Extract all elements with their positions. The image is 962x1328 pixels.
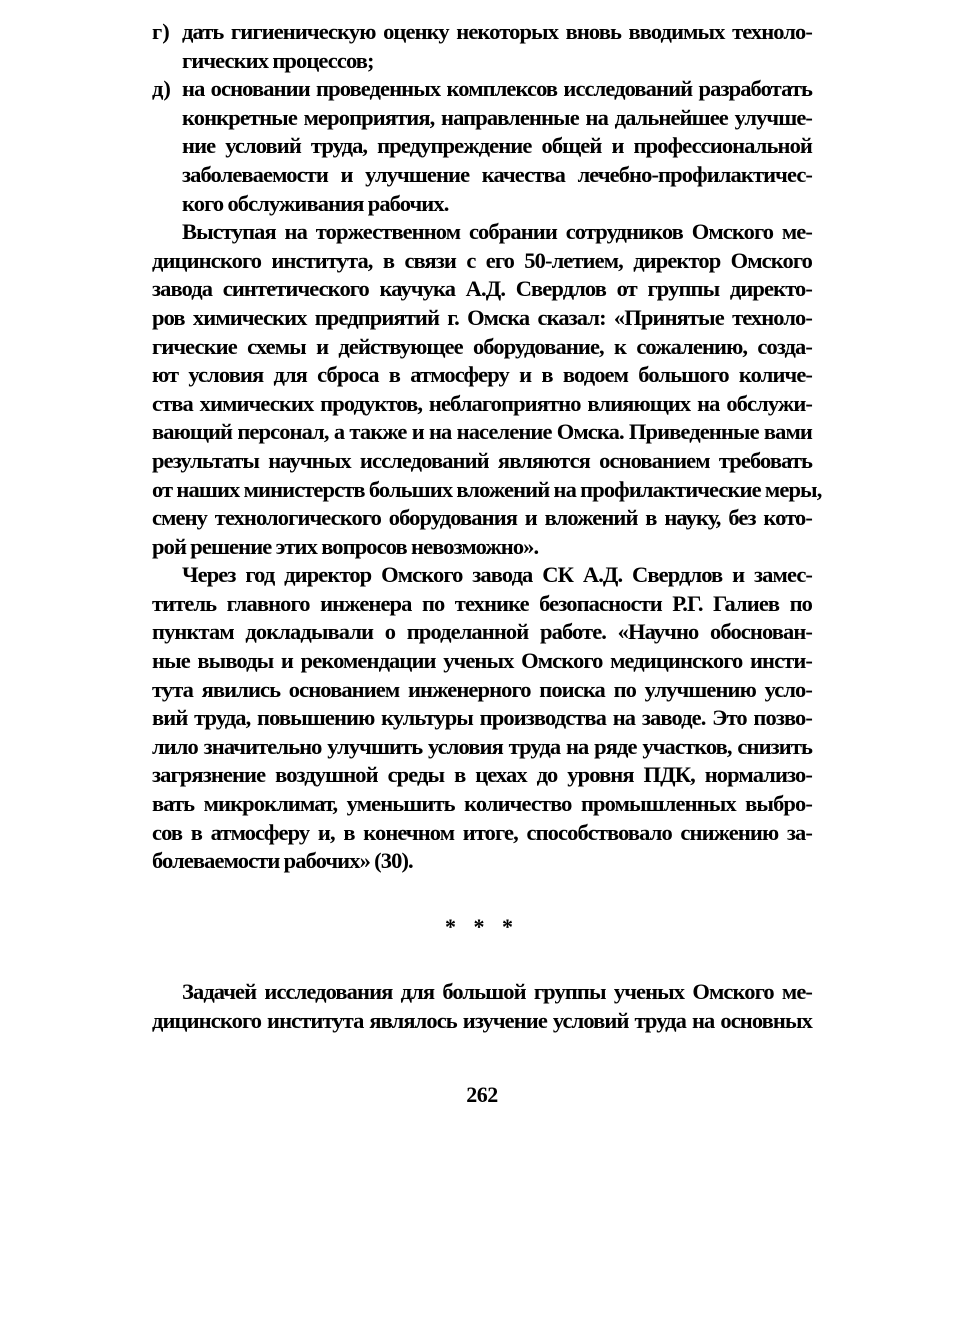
text-line: тута явились основанием инженерного поиска по улучшению усло- — [152, 676, 812, 702]
text-line: сов в атмосферу и, в конечном итоге, способствовало снижению за- — [152, 819, 812, 845]
paragraph-1 — [152, 218, 822, 561]
paragraph-2 — [152, 561, 812, 876]
text-line: дицинского института, в связи с его 50-летием, директор Омского — [152, 247, 812, 273]
text-line: загрязнение воздушной среды в цехах до уровня ПДК, нормализо- — [152, 762, 812, 788]
text-line: результаты научных исследований являются основанием требовать — [152, 447, 812, 473]
text-line: пунктам докладывали о проделанной работе. «Научно обоснован- — [152, 619, 812, 645]
text-line: дать гигиеническую оценку некоторых вновь вводимых техноло- — [182, 19, 812, 44]
section-separator: * * * — [445, 914, 519, 939]
list-marker-g: г) — [152, 19, 170, 44]
page-number: 262 — [466, 1082, 498, 1107]
text-line: ные выводы и рекомендации ученых Омского медицинского инсти- — [152, 648, 812, 674]
text-line: вающий персонал, а также и на население Омска. Приведенные вами — [152, 419, 812, 445]
text-line: вий труда, повышению культуры производства на заводе. Это позво- — [152, 705, 812, 731]
text-line: вать микроклимат, уменьшить количество промышленных выбро- — [152, 791, 812, 817]
text-line: заболеваемости и улучшение качества лечебно-профилактичес- — [182, 161, 812, 187]
text-line: Через год директор Омского завода СК А.Д. Свердлов и замес- — [182, 562, 812, 588]
paragraph-3 — [152, 978, 812, 1035]
text-line: конкретные мероприятия, направленные на дальнейшее улучше- — [182, 104, 812, 130]
text-line: гические схемы и действующее оборудование, к сожалению, созда- — [152, 333, 812, 359]
page-content — [152, 18, 822, 1107]
text-line: рой решение этих вопросов невозможно». — [152, 533, 539, 559]
text-line: Задачей исследования для большой группы ученых Омского ме- — [182, 979, 812, 1004]
text-line: ров химических предприятий г. Омска сказал: «Принятые техноло- — [152, 304, 812, 330]
text-line: лило значительно улучшить условия труда на ряде участков, снизить — [152, 733, 812, 759]
text-line: болеваемости рабочих» (30). — [152, 848, 413, 874]
text-line: ние условий труда, предупреждение общей и профессиональной — [182, 133, 812, 159]
text-line: от наших министерств больших вложений на профилактические меры, — [152, 476, 822, 502]
text-line: дицинского института являлось изучение условий труда на основных — [152, 1007, 812, 1033]
list-body-d — [182, 75, 812, 218]
list-marker-d: д) — [152, 76, 171, 102]
text-line: гических процессов; — [182, 47, 374, 73]
text-line: титель главного инженера по технике безопасности Р.Г. Галиев по — [152, 590, 812, 616]
text-line: кого обслуживания рабочих. — [182, 190, 449, 216]
list-item-g — [152, 18, 812, 75]
list-body-g — [182, 18, 812, 75]
text-line: на основании проведенных комплексов исследований разработать — [182, 76, 812, 102]
text-line: завода синтетического каучука А.Д. Свердлов от группы директо- — [152, 276, 812, 302]
text-line: ства химических продуктов, неблагоприятно влияющих на обслужи- — [152, 390, 812, 416]
text-line: ют условия для сброса в атмосферу и в водоем большого количе- — [152, 362, 812, 388]
text-line: Выступая на торжественном собрании сотрудников Омского ме- — [182, 219, 812, 245]
text-line: смену технологического оборудования и вложений в науку, без кото- — [152, 505, 812, 531]
list-item-d — [152, 75, 812, 218]
